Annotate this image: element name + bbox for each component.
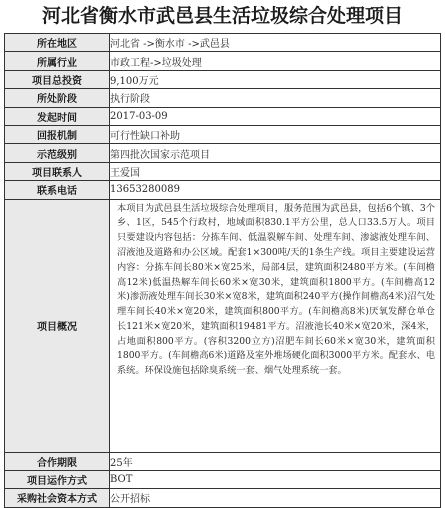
table-row xyxy=(5,162,441,180)
table-row xyxy=(5,52,441,70)
table-row xyxy=(5,125,441,143)
table-row xyxy=(5,89,441,107)
row-label: 示范级别 xyxy=(5,144,110,162)
row-label: 发起时间 xyxy=(5,107,110,125)
table-row xyxy=(5,144,441,162)
row-label: 回报机制 xyxy=(5,125,110,143)
table-row xyxy=(5,470,441,488)
row-value: 9,100万元 xyxy=(110,70,441,88)
row-value: BOT xyxy=(110,470,441,488)
row-label: 项目概况 xyxy=(5,199,110,452)
row-label: 合作期限 xyxy=(5,452,110,470)
row-value: 第四批次国家示范项目 xyxy=(110,144,441,162)
table-row xyxy=(5,34,441,52)
row-label: 所在地区 xyxy=(5,34,110,52)
row-label: 项目总投资 xyxy=(5,70,110,88)
row-value: 25年 xyxy=(110,452,441,470)
project-overview-text: 本项目为武邑县生活垃圾综合处理项目，服务范围为武邑县，包括6个镇、3个乡、1区，545个行政村，地域面积830.1平方公里，总人口33.5万人。项目只要建设内容包括：分拣车间、低温裂解车间、处理车间、渗滤液处理车间、沼液池及道路和办公区域。配套1×300吨/天的1条生产线。项目主要建设运营内容：分拣车间长80米×宽25米，局部4层，建筑面积2480平方米。(车间檐高12米)低温热解车间长60米×宽30米，建筑面积1800平方。(车间檐高12米)渗沥液处理车间长30米×宽8米，建筑面积240平方(操作间檐高4米)沼气处理车间长40米×宽20米，建筑面积800平方。(车间檐高8米)厌氧发酵仓单仓长121米×宽20米，建筑面积19481平方。沼液池长40米×宽20米，深4米，占地面积800平方。(容积3200立方)沼肥车间长60米×宽30米，建筑面积1800平方。(车间檐高6米)道路及室外堆场硬化面积3000平方米。配套水、电系统。环保设施包括除臭系统一套、烟气处理系统一套。 xyxy=(110,199,441,452)
page-title: 河北省衡水市武邑县生活垃圾综合处理项目 xyxy=(41,5,403,27)
row-value: 2017-03-09 xyxy=(110,107,441,125)
row-value: 河北省 ->衡水市 ->武邑县 xyxy=(110,34,441,52)
row-value: 公开招标 xyxy=(110,489,441,507)
row-value: 可行性缺口补助 xyxy=(110,125,441,143)
row-value: 王爱国 xyxy=(110,162,441,180)
table-row xyxy=(5,107,441,125)
project-info-table xyxy=(4,33,441,508)
table-row xyxy=(5,452,441,470)
row-label: 所处阶段 xyxy=(5,89,110,107)
row-label: 项目联系人 xyxy=(5,162,110,180)
table-row xyxy=(5,489,441,507)
row-label: 项目运作方式 xyxy=(5,470,110,488)
table-row xyxy=(5,70,441,88)
row-value: 13653280089 xyxy=(110,181,441,199)
table-row-overview xyxy=(5,199,441,452)
table-row xyxy=(5,181,441,199)
row-label: 采购社会资本方式 xyxy=(5,489,110,507)
row-value: 执行阶段 xyxy=(110,89,441,107)
row-label: 所属行业 xyxy=(5,52,110,70)
row-label: 联系电话 xyxy=(5,181,110,199)
row-value: 市政工程->垃圾处理 xyxy=(110,52,441,70)
